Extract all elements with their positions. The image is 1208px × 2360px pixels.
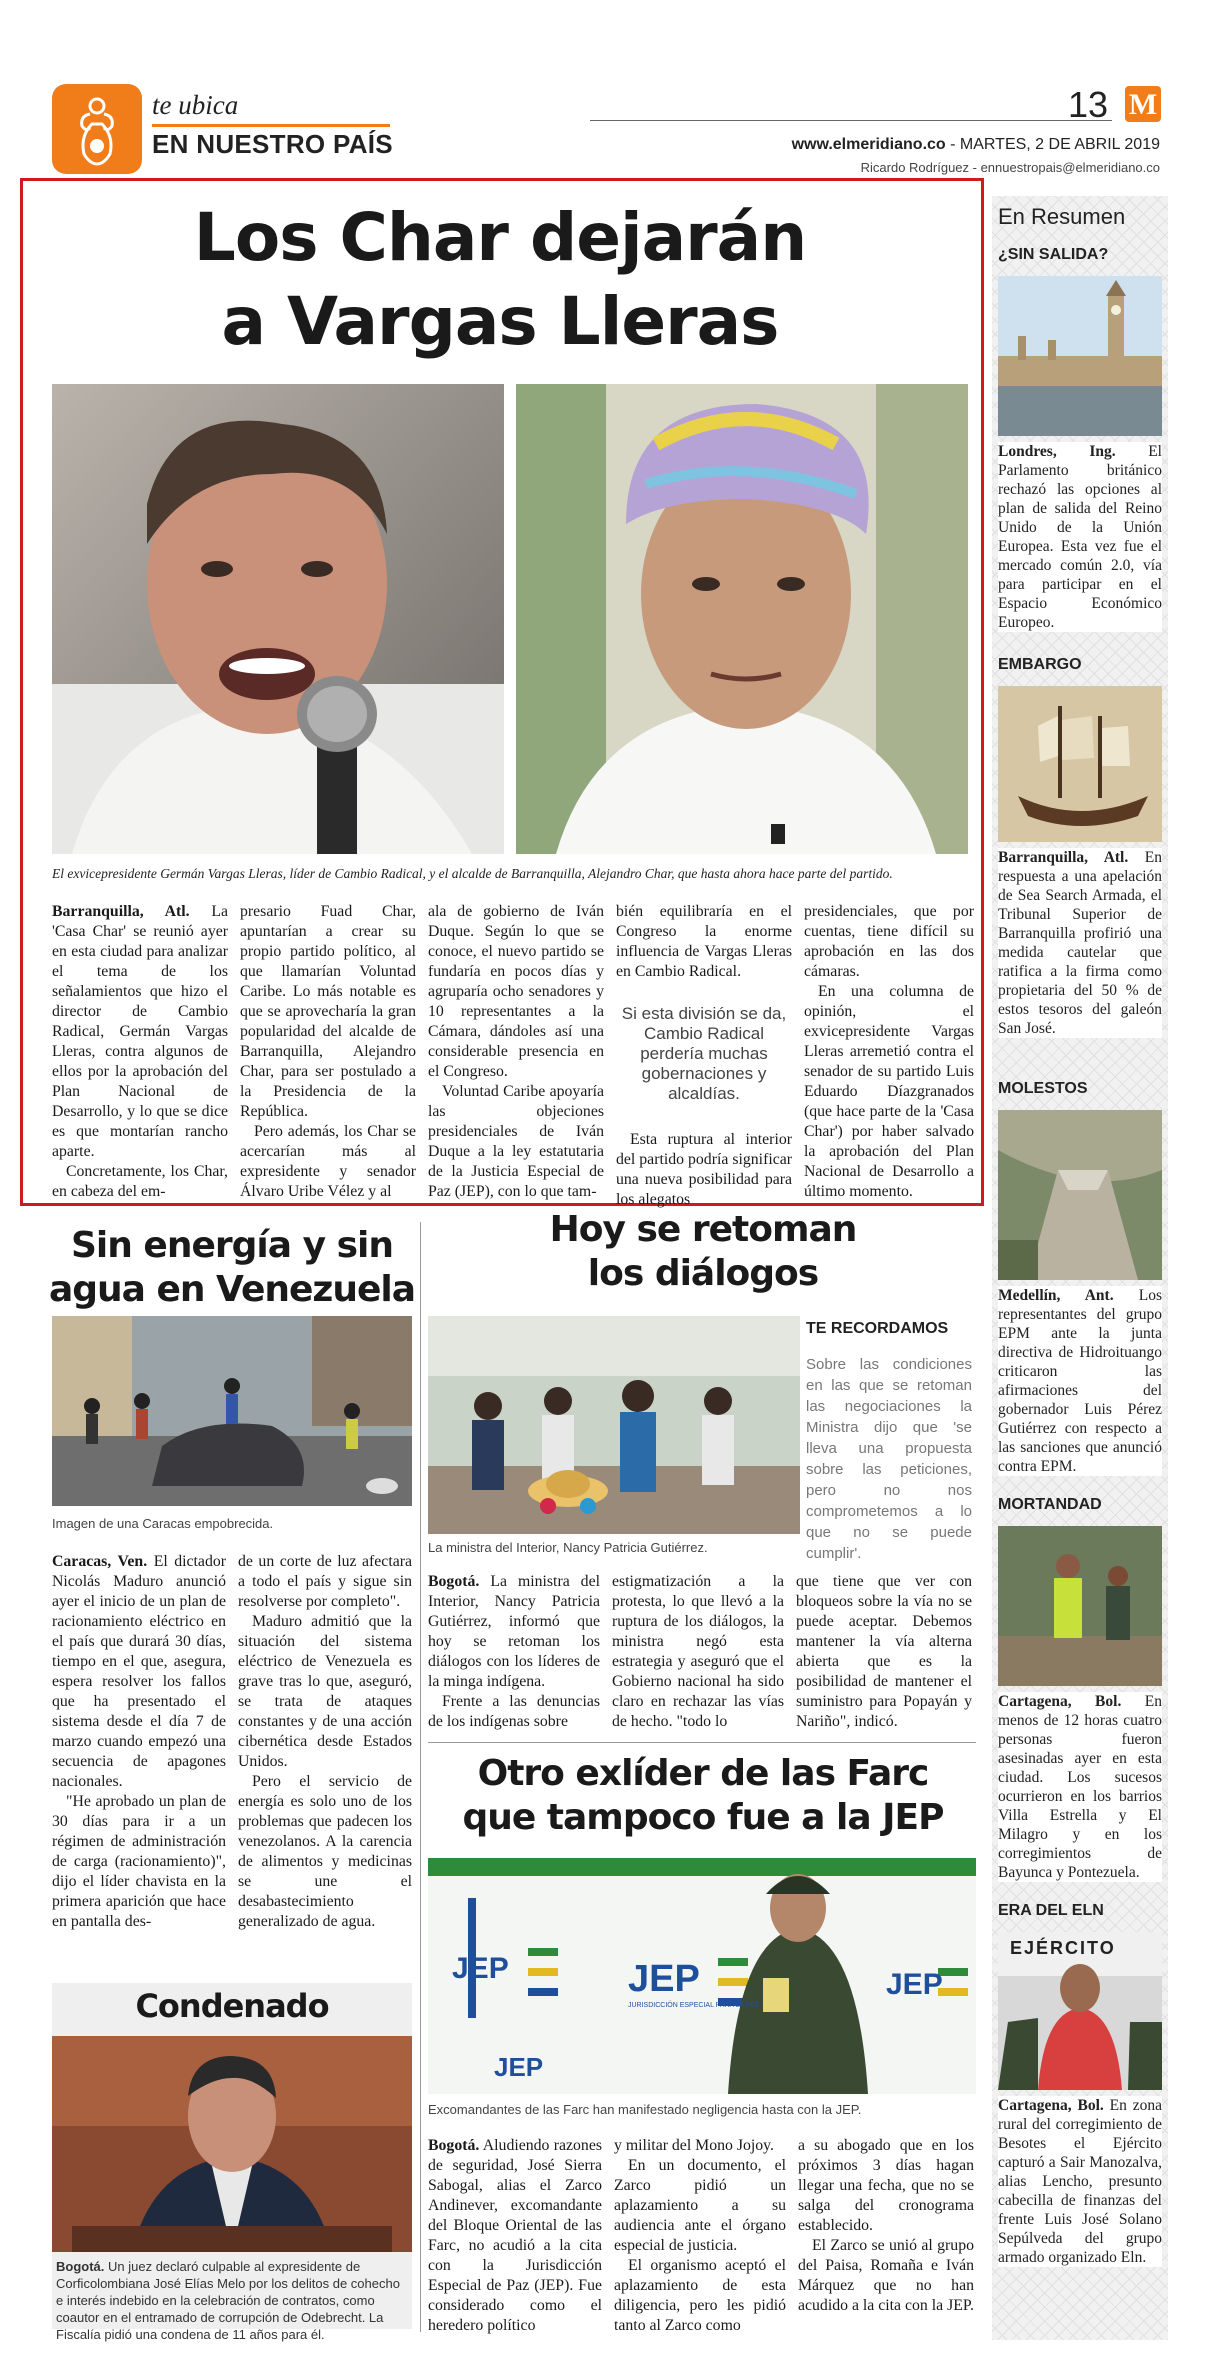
main-story-text-3: ala de gobierno de Iván Duque. Según lo que se conoce, el nuevo partido se fundaría en pocos días y agruparía ocho senadores y 10 representantes a la Cámara, dándoles así una considerable presencia en el Congreso. xyxy=(428,903,604,1080)
kicker-underline xyxy=(152,124,390,127)
main-story-text-5b: En una columna de opinión, el exvicepresidente Vargas Lleras arremetió contra el senador de su partido Luis Eduardo Díazgranados (que hace parte de la 'Casa Char') por haber salvado la aprobación del Plan Nacional de Desarrollo a último momento. xyxy=(804,983,974,1200)
farc-headline-line2: que tampoco fue a la JEP xyxy=(462,1797,944,1838)
website-link[interactable]: www.elmeridiano.co xyxy=(791,136,946,153)
venezuela-headline-line2: agua en Venezuela xyxy=(48,1269,416,1310)
sidebar-item-head-3: MOLESTOS xyxy=(998,1080,1088,1097)
venezuela-text-1b: "He aprobado un plan de 30 días para ir a un régimen de administración de carga (racionamiento)", dijo el líder chavista en la primera aparición que hace en pantalla des- xyxy=(52,1793,226,1930)
venezuela-column-1 xyxy=(52,1552,226,1932)
sidebar-item-body-5: En zona rural del corregimiento de Besotes el Ejército capturó a Sair Manozalva, alias Lencho, presunto cabecilla de finanzas del frente Luis José Solano Sepúlveda del grupo armado organizado Eln. xyxy=(998,2097,1162,2266)
header-rule xyxy=(590,120,1112,121)
condenado-headline: Condenado xyxy=(135,1987,329,2025)
dialogos-headline-line2: los diálogos xyxy=(587,1253,819,1294)
jep-banner-text-3: JEP xyxy=(886,1968,943,2001)
section-title: EN NUESTRO PAÍS xyxy=(152,129,393,159)
main-headline-line2: a Vargas Lleras xyxy=(221,283,779,360)
brand-logo: M xyxy=(1125,86,1161,122)
venezuela-text-1: El dictador Nicolás Maduro anunció ayer el inicio de un plan de racionamiento eléctrico en el país que durará 30 días, tiempo en el que, asegura, espera resolver los fallos que ha presentado el sistema desde el día 7 de marzo cuando empezó una secuencia de apagones nacionales. xyxy=(52,1553,227,1790)
sidebar-item-dateline-2: Barranquilla, Atl. xyxy=(998,849,1129,866)
venezuela-text-2: de un corte de luz afectara a todo el país y sigue sin resolverse por completo". xyxy=(238,1553,412,1610)
jep-banner-sub: JURISDICCIÓN ESPECIAL PARA LA PAZ xyxy=(628,2002,759,2009)
sidebar-item-dateline-5: Cartagena, Bol. xyxy=(998,2097,1104,2114)
farc-headline-line1: Otro exlíder de las Farc xyxy=(477,1753,929,1794)
header-dateline xyxy=(792,136,1160,154)
main-story-text-5: presidenciales, que por cuentas, tiene difícil su aprobación en las dos cámaras. xyxy=(804,903,974,980)
sidebar-item-text-3 xyxy=(998,1286,1162,1476)
header-author: Ricardo Rodríguez - ennuestropais@elmeridiano.co xyxy=(860,160,1160,175)
jep-banner-text-1: JEP xyxy=(452,1952,509,1985)
sidebar-item-head-1: ¿SIN SALIDA? xyxy=(998,246,1109,263)
sidebar-item-text-4 xyxy=(998,1692,1162,1882)
sidebar-item-dateline-3: Medellín, Ant. xyxy=(998,1287,1114,1304)
farc-column-1 xyxy=(428,2136,602,2336)
main-story-column-1 xyxy=(52,902,228,1202)
farc-text-1: Aludiendo razones de seguridad, José Sierra Sabogal, alias el Zarco Andinever, excomandante del Bloque Oriental de las Farc, no acudió a la cita con la Jurisdicción Especial de Paz (JEP). Fue considerado como el heredero político xyxy=(428,2137,602,2334)
main-story-text-2b: Pero además, los Char se acercarían más al expresidente y senador Álvaro Uribe Vélez y al xyxy=(240,1123,416,1200)
dialogos-column-1 xyxy=(428,1572,600,1732)
column-divider xyxy=(420,1222,421,2332)
section-kicker: te ubica xyxy=(152,90,239,120)
main-story-text-1b: Concretamente, los Char, en cabeza del em- xyxy=(52,1163,228,1200)
main-story-dateline: Barranquilla, Atl. xyxy=(52,903,190,920)
sidebar-item-text-5 xyxy=(998,2096,1162,2267)
caracas-caption: Imagen de una Caracas empobrecida. xyxy=(52,1516,274,1531)
dialogos-text-1: La ministra del Interior, Nancy Patricia Gutiérrez, informó que hoy se retoman los diálogos con los líderes de la minga indígena. xyxy=(428,1573,600,1690)
vase-logo-icon xyxy=(52,84,142,174)
sidebar-item-text-1 xyxy=(998,442,1162,632)
farc-dateline: Bogotá. xyxy=(428,2137,480,2154)
photo-vargas-lleras xyxy=(52,384,504,854)
farc-text-2: y militar del Mono Jojoy. xyxy=(614,2137,775,2154)
section-divider xyxy=(428,1742,976,1743)
condenado-body: Un juez declaró culpable al expresidente de Corficolombiana José Elías Melo por los delitos de cohecho e interés indebido en la celebración de contratos, como coautor en el entramado de corrupción de Odebrecht. La Fiscalía pidió una condena de 11 años para él. xyxy=(56,2259,400,2342)
sidebar-item-head-4: MORTANDAD xyxy=(998,1496,1102,1513)
photo-hidroituango xyxy=(998,1110,1162,1280)
sidebar-item-dateline-4: Cartagena, Bol. xyxy=(998,1693,1122,1710)
main-headline xyxy=(40,196,960,364)
condenado-text xyxy=(56,2258,408,2343)
photo-cartagena-police xyxy=(998,1526,1162,1686)
main-story-column-2 xyxy=(240,902,416,1202)
sidebar-item-body-3: Los representantes del grupo EPM ante la junta directiva de Hidroituango criticaron las afirmaciones del gobernador Luis Pérez Gutiérrez con respecto a las sanciones que anunció contra EPM. xyxy=(998,1287,1163,1475)
main-photo-caption: El exvicepresidente Germán Vargas Lleras, líder de Cambio Radical, y el alcalde de Barranquilla, Alejandro Char, que hasta ahora hace parte del partido. xyxy=(52,866,893,881)
te-recordamos-title: TE RECORDAMOS xyxy=(806,1320,949,1337)
farc-text-2c: El organismo aceptó el aplazamiento de esta diligencia, pero les pidió tanto al Zarco como xyxy=(614,2257,786,2334)
venezuela-headline xyxy=(40,1224,424,1312)
main-story-text-4b: Esta ruptura al interior del partido podría significar una nueva posibilidad para los alegatos xyxy=(616,1131,792,1208)
condenado-dateline: Bogotá. xyxy=(56,2259,105,2274)
sidebar-item-body-1: El Parlamento británico rechazó las opciones al plan de salida del Reino Unido de la Unión Europea. Esta vez fue el mercado común 2.0, vía para participar en el Espacio Económico Europeo. xyxy=(998,443,1162,631)
dialogos-column-2 xyxy=(612,1572,784,1732)
dialogos-text-3: que tiene que ver con bloqueos sobre la vía no se puede aceptar. Debemos mantener la vía alterna abierta que es la posibilidad de mantener el suministro para Popayán y Nariño", indicó. xyxy=(796,1573,972,1730)
jep-caption: Excomandantes de las Farc han manifestado negligencia hasta con la JEP. xyxy=(428,2102,862,2117)
farc-text-3b: El Zarco se unió al grupo del Paisa, Romaña e Iván Márquez que no han acudido a la cita con la JEP. xyxy=(798,2237,974,2314)
farc-text-2b: En un documento, el Zarco pidió un aplazamiento a su audiencia ante el órgano especial de justicia. xyxy=(614,2157,786,2254)
sidebar-item-body-2: En respuesta a una apelación de Sea Search Armada, el Tribunal Superior de Barranquilla profirió una medida cautelar que ratifica a la firma como propietaria del 50 % de estos tesoros del galeón San José. xyxy=(998,849,1162,1037)
main-story-column-5 xyxy=(804,902,974,1202)
venezuela-text-2c: Pero el servicio de energía es solo uno de los problemas que padecen los venezolanos. A la carencia de alimentos y medicinas se une el desabastecimiento generalizado de agua. xyxy=(238,1773,412,1930)
main-pull-quote: Si esta división se da, Cambio Radical perdería muchas gobernaciones y alcaldías. xyxy=(621,1004,787,1103)
dialogos-text-2: estigmatización a la protesta, lo que llevó a la ruptura de los diálogos, la ministra negó esta estrategia y aseguró que el Gobierno nacional ha sido claro en rechazar las vías de hecho. "todo lo xyxy=(612,1573,784,1730)
minga-caption: La ministra del Interior, Nancy Patricia Gutiérrez. xyxy=(428,1540,708,1555)
photo-galleon xyxy=(998,686,1162,842)
dialogos-text-1b: Frente a las denuncias de los indígenas sobre xyxy=(428,1693,600,1730)
photo-condenado xyxy=(52,2036,412,2252)
dialogos-column-3 xyxy=(796,1572,972,1732)
sidebar-title: En Resumen xyxy=(998,204,1126,229)
venezuela-text-2b: Maduro admitió que la situación del sistema eléctrico de Venezuela es grave tras lo que, aseguró, se trata de ataques constantes y de una acción cibernética desde Estados Unidos. xyxy=(238,1613,412,1770)
sidebar-item-head-5: ERA DEL ELN xyxy=(998,1902,1104,1919)
dialogos-dateline: Bogotá. xyxy=(428,1573,480,1590)
farc-headline xyxy=(428,1752,978,1840)
main-story-text-3b: Voluntad Caribe apoyaría las objeciones presidenciales de Iván Duque a la ley estatutaria de la Justicia Especial de Paz (JEP), con lo que tam- xyxy=(428,1083,604,1200)
dialogos-headline-line1: Hoy se retoman xyxy=(549,1209,857,1250)
issue-date: - MARTES, 2 DE ABRIL 2019 xyxy=(945,136,1160,153)
dialogos-headline xyxy=(428,1208,978,1296)
sidebar-item-text-2 xyxy=(998,848,1162,1038)
farc-column-3 xyxy=(798,2136,974,2316)
photo-london xyxy=(998,276,1162,436)
te-recordamos-text: Sobre las condiciones en las que se retoman las negociaciones la Ministra dijo que 'se lleva una propuesta sobre las peticiones, pero no nos comprometemos a lo que no se puede cumplir'. xyxy=(806,1356,972,1562)
photo-caracas xyxy=(52,1316,412,1506)
main-story-text-1: La 'Casa Char' se reunió ayer en esta ciudad para analizar el tema de los señalamientos que hizo el director de Cambio Radical, Germán Vargas Lleras, contra algunos de ellos por la aprobación del Plan Nacional de Desarrollo, y lo que se dice es que montarían rancho aparte. xyxy=(52,903,228,1160)
farc-text-3: a su abogado que en los próximos 3 días hagan llegar una fecha, que no se salga del cronograma establecido. xyxy=(798,2137,974,2234)
sidebar-item-dateline-1: Londres, Ing. xyxy=(998,443,1116,460)
photo-alejandro-char xyxy=(516,384,968,854)
photo-minga xyxy=(428,1316,800,1534)
jep-banner-text-4: JEP xyxy=(494,2052,544,2082)
jep-banner-text-2: JEP xyxy=(628,1958,700,2000)
main-story-text-4: bién equilibraría en el Congreso la enorme influencia de Vargas Lleras en Cambio Radical. xyxy=(616,903,792,980)
main-story-text-2: presario Fuad Char, apuntarían a crear su propio partido político, al que llamarían Voluntad Caribe. Lo más notable es que se aprovecharía la gran popularidad del alcalde de Barranquilla, Alejandro Char, para ser postulado a la Presidencia de la República. xyxy=(240,903,416,1120)
sidebar-item-head-2: EMBARGO xyxy=(998,656,1082,673)
venezuela-column-2 xyxy=(238,1552,412,1932)
main-headline-line1: Los Char dejarán xyxy=(193,199,807,276)
main-story-column-4 xyxy=(616,902,792,1210)
venezuela-headline-line1: Sin energía y sin xyxy=(71,1225,393,1266)
farc-column-2 xyxy=(614,2136,786,2336)
eln-sign-text: EJÉRCITO xyxy=(1010,1938,1116,1958)
main-story-column-3 xyxy=(428,902,604,1202)
venezuela-dateline: Caracas, Ven. xyxy=(52,1553,148,1570)
sidebar-item-body-4: En menos de 12 horas cuatro personas fueron asesinadas ayer en esta ciudad. Los sucesos ocurrieron en los barrios Villa Estrella y El Milagro y en los corregimientos de Bayunca y Pontezuela. xyxy=(998,1693,1162,1881)
section-logo xyxy=(52,84,142,174)
page-number: 13 xyxy=(1068,84,1109,125)
